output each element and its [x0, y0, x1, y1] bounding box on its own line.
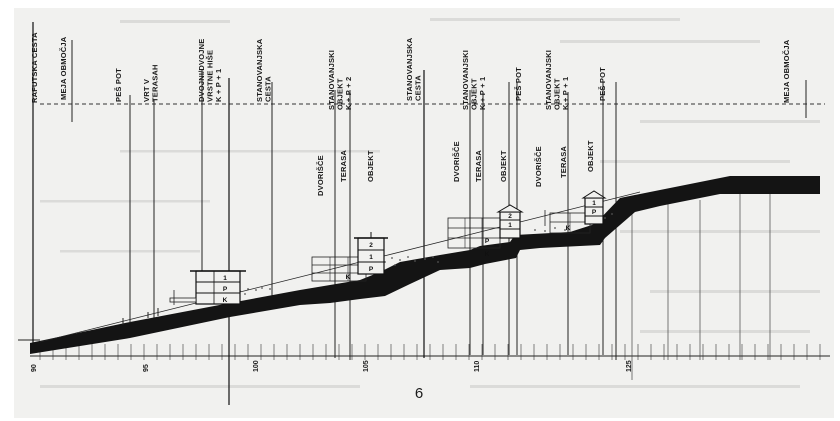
label-rafutska-cesta-line: RAFUTSKA CESTA — [30, 32, 39, 103]
label-stanovanjski-objekt-kp2-line: STANOVANJSKI — [327, 49, 336, 110]
house-floor-1: 1 — [223, 275, 227, 282]
zone-label: TERASA — [339, 149, 348, 182]
building-kp1-b-floor-1: 1 — [592, 200, 596, 207]
zone-label: OBJEKT — [366, 150, 375, 182]
zone-label: DVORIŠČE — [534, 146, 543, 187]
building-kp2-floor-p: P — [368, 266, 374, 273]
building-kp1-a-floor-k: K — [484, 251, 490, 258]
label-rafutska-cesta — [30, 32, 39, 103]
building-kp1-a-floor-1: 1 — [508, 222, 512, 229]
label-stanovanjska-cesta-2 — [405, 37, 423, 101]
label-stanovanjski-objekt-kp1-b-line: OBJEKT — [552, 78, 562, 110]
axis-tick-label: 100 — [253, 360, 260, 372]
label-stanovanjski-objekt-kp1-b — [544, 50, 570, 110]
zone-label: DVORIŠČE — [452, 141, 461, 182]
label-stanovanjski-objekt-kp1-a — [461, 50, 487, 110]
label-pes-pot-3 — [598, 67, 607, 101]
label-stanovanjski-objekt-kp1-a-line: K + P + 1 — [478, 76, 487, 110]
label-vrt-v-terasah-line: TERASAH — [150, 64, 160, 102]
label-meja-obmocja-right-line: MEJA OBMOČJA — [782, 39, 791, 103]
label-stanovanjski-objekt-kp1-b-line: K + P + 1 — [561, 76, 570, 110]
label-dvojni-vrstne-hise-line: DVOJNI/DVOJNE — [197, 38, 206, 102]
building-kp1-b-floor-p: P — [591, 209, 597, 216]
label-stanovanjska-cesta-1 — [255, 38, 273, 102]
terrain-profile — [30, 176, 820, 354]
house-floor-p: P — [222, 286, 228, 293]
axis-tick-label: 95 — [143, 364, 150, 372]
figure-number: 6 — [414, 385, 424, 402]
label-pes-pot-1 — [114, 68, 123, 102]
zone-label: OBJEKT — [586, 140, 595, 172]
label-meja-obmocja-right — [782, 39, 791, 103]
soil-stipple — [239, 213, 613, 295]
building-kp2-floor-1: 1 — [369, 254, 373, 261]
axis-tick-label: 105 — [363, 360, 370, 372]
label-stanovanjski-objekt-kp1-a-line: STANOVANJSKI — [461, 49, 470, 110]
axis-tick-label: 110 — [474, 360, 481, 372]
label-stanovanjski-objekt-kp2-line: K + P + 2 — [344, 76, 353, 110]
building-kp1-a-floor-2: 2 — [508, 213, 512, 220]
label-stanovanjski-objekt-kp2-line: OBJEKT — [335, 78, 345, 110]
label-pes-pot-2 — [514, 67, 523, 101]
label-stanovanjski-objekt-kp1-b-line: STANOVANJSKI — [544, 49, 553, 110]
zone-label: TERASA — [474, 149, 483, 182]
axis-ticks — [31, 360, 633, 372]
label-stanovanjska-cesta-1-line: CESTA — [263, 76, 273, 102]
label-vrt-v-terasah — [142, 64, 160, 102]
label-meja-obmocja-left-line: MEJA OBMOČJA — [59, 36, 68, 100]
label-dvojni-vrstne-hise-line: K + P + 1 — [214, 68, 223, 102]
label-pes-pot-2-line: PEŠ POT — [514, 67, 523, 101]
zone-label: OBJEKT — [499, 150, 508, 182]
label-meja-obmocja-left — [59, 36, 68, 100]
axis-tick-label: 125 — [626, 360, 633, 372]
mid-labels — [316, 140, 595, 196]
building-kp1-a-floor-p: P — [484, 238, 490, 245]
house-floor-k: K — [222, 297, 228, 304]
axis-tick-label: 90 — [31, 364, 38, 372]
zone-label: TERASA — [559, 145, 568, 178]
label-vrt-v-terasah-line: VRT V — [142, 78, 151, 102]
zone-label: DVORIŠČE — [316, 155, 325, 196]
top-labels — [30, 32, 791, 110]
label-stanovanjska-cesta-2-line: STANOVANJSKA — [405, 37, 414, 101]
label-stanovanjska-cesta-2-line: CESTA — [413, 75, 423, 101]
label-dvojni-vrstne-hise — [197, 39, 223, 102]
building-kp2-floor-k: K — [345, 274, 351, 281]
label-pes-pot-3-line: PEŠ POT — [598, 67, 607, 101]
label-stanovanjski-objekt-kp1-a-line: OBJEKT — [469, 78, 479, 110]
house-kp1 — [170, 271, 246, 305]
label-stanovanjska-cesta-1-line: STANOVANJSKA — [255, 38, 264, 102]
building-kp1-b-floor-k: K — [565, 225, 571, 232]
label-pes-pot-1-line: PEŠ POT — [114, 68, 123, 102]
label-dvojni-vrstne-hise-line: VRSTNE HIŠE — [205, 49, 215, 102]
building-kp2-floor-2: 2 — [369, 242, 373, 249]
label-stanovanjski-objekt-kp2 — [327, 50, 353, 110]
